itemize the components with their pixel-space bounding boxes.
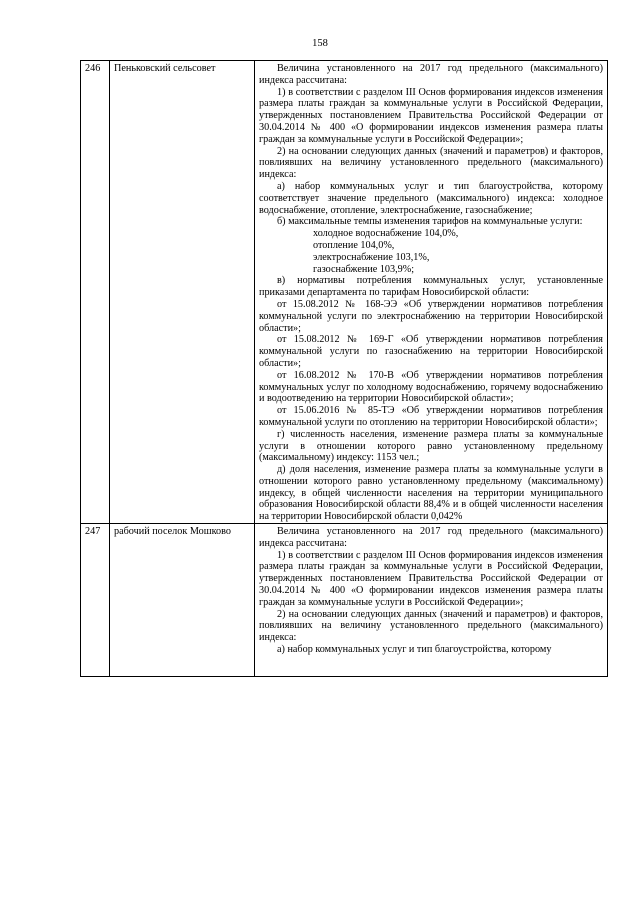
order-item: от 15.06.2016 № 85-ТЭ «Об утверждении нормативов потребления коммунальной услуги по отоплению на территории Новосибирской области»; bbox=[259, 405, 603, 428]
description-cut bbox=[259, 526, 603, 676]
table-row bbox=[81, 524, 608, 677]
municipality-name: Пеньковский сельсовет bbox=[110, 61, 255, 524]
row-number: 246 bbox=[81, 61, 110, 524]
paragraph-2: 2) на основании следующих данных (значений и параметров) и факторов, повлиявших на величину установленного предельного (максимального) индекса: bbox=[259, 608, 603, 644]
order-item: от 15.08.2012 № 168-ЭЭ «Об утверждении нормативов потребления коммунальной услуги по электроснабжению на территории Новосибирской области»; bbox=[259, 298, 603, 334]
paragraph-g: г) численность населения, изменение размера платы за коммунальные услуги в отношении которого равно установленному предельному (максимальному) индексу: 1153 чел.; bbox=[259, 428, 603, 464]
tariff-item: газоснабжение 103,9%; bbox=[313, 263, 415, 275]
paragraph-1: 1) в соответствии с разделом III Основ формирования индексов изменения размера платы граждан за коммунальные услуги в Российской Федерации, утвержденных постановлением Правительства Российской Федерации от 30.04.2014 № 400 «О формировании индексов изменения размера платы граждан за коммунальные услуги в Российской Федерации»; bbox=[259, 549, 603, 608]
paragraph-v: в) нормативы потребления коммунальных услуг, установленные приказами департамента по тарифам Новосибирской области: bbox=[259, 275, 603, 299]
paragraph-a: а) набор коммунальных услуг и тип благоустройства, которому соответствует значение предельного (максимального) индекса: холодное водоснабжение, отопление, электроснабжение, газоснабжение; bbox=[259, 180, 603, 216]
description-cell bbox=[255, 61, 608, 524]
intro-paragraph: Величина установленного на 2017 год предельного (максимального) индекса рассчитана: bbox=[259, 526, 603, 549]
table-row bbox=[81, 61, 608, 524]
order-item: от 16.08.2012 № 170-В «Об утверждении нормативов потребления коммунальных услуг по холодному водоснабжению, горячему водоснабжению и водоотведению на территории Новосибирской области»; bbox=[259, 369, 603, 405]
row-number: 247 bbox=[81, 524, 110, 677]
order-item: от 15.08.2012 № 169-Г «Об утверждении нормативов потребления коммунальной услуги по газоснабжению на территории Новосибирской области»; bbox=[259, 334, 603, 369]
tariff-index-table bbox=[80, 60, 608, 677]
tariff-item: холодное водоснабжение 104,0%, bbox=[313, 228, 459, 240]
paragraph-d: д) доля населения, изменение размера платы за коммунальные услуги в отношении которого равно установленному предельному (максимальному) индексу, в общей численности населения на территории муниципального образования Новосибирской области 88,4% и в общей численности населения на территории Новосибирской области 0,042% bbox=[259, 464, 603, 523]
intro-paragraph: Величина установленного на 2017 год предельного (максимального) индекса рассчитана: bbox=[259, 63, 603, 86]
paragraph-1: 1) в соответствии с разделом III Основ формирования индексов изменения размера платы граждан за коммунальные услуги в Российской Федерации, утвержденных постановлением Правительства Российской Федерации от 30.04.2014 № 400 «О формировании индексов изменения размера платы граждан за коммунальные услуги в Российской Федерации»; bbox=[259, 86, 603, 145]
tariff-list bbox=[259, 228, 603, 275]
paragraph-a: а) набор коммунальных услуг и тип благоустройства, которому bbox=[277, 644, 552, 656]
paragraph-2: 2) на основании следующих данных (значений и параметров) и факторов, повлиявших на величину установленного предельного (максимального) индекса: bbox=[259, 145, 603, 181]
tariff-item: электроснабжение 103,1%, bbox=[313, 251, 430, 263]
paragraph-b: б) максимальные темпы изменения тарифов на коммунальные услуги: bbox=[277, 216, 583, 228]
page-number: 158 bbox=[312, 38, 328, 49]
description-cell bbox=[255, 524, 608, 677]
municipality-name: рабочий поселок Мошково bbox=[110, 524, 255, 677]
tariff-item: отопление 104,0%, bbox=[313, 239, 395, 251]
